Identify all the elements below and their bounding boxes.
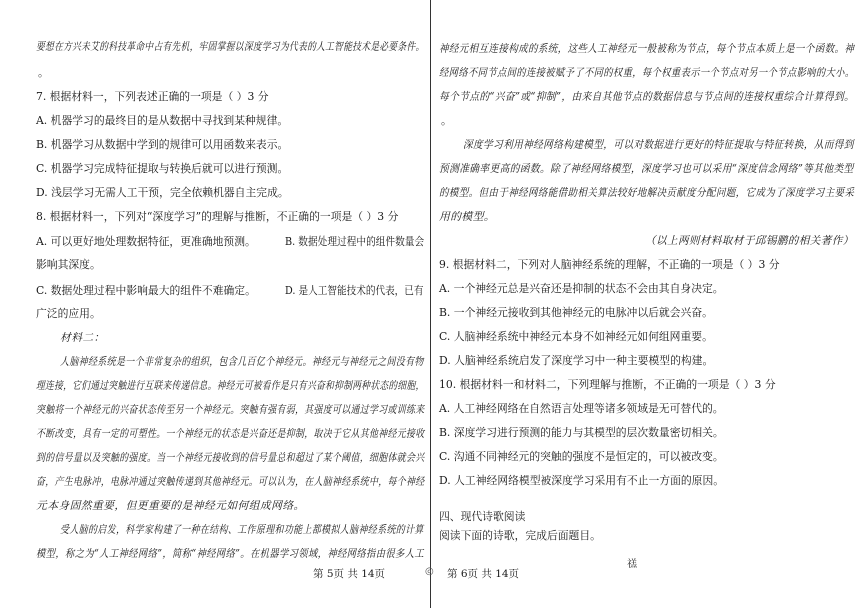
passage-line: 理连接，它们通过突触进行互联来传递信息。神经元可被看作是只有兴奋和抑制两种状态的细胞， [36, 379, 425, 392]
question-7-option-b: B. 机器学习从数据中学到的规律可以用函数来表示。 [36, 138, 289, 151]
question-8-option-d-cont: 广泛的应用。 [36, 307, 101, 320]
source-note: （以上两则材料取材于邱锡鹏的相关著作） [645, 234, 854, 247]
passage-line: 神经元相互连接构成的系统，这些人工神经元一般被称为节点，每个节点本质上是一个函数。神 [439, 42, 855, 55]
question-8-option-c: C. 数据处理过程中影响最大的组件不难确定。 [36, 284, 256, 297]
question-9-option-b: B. 一个神经元接收到其他神经元的电脉冲以后就会兴奋。 [439, 306, 713, 319]
question-10-option-a: A. 人工神经网络在自然语言处理等诸多领域是无可替代的。 [439, 402, 724, 415]
passage-line: 经网络不同节点间的连接被赋予了不同的权重，每个权重表示一个节点对另一个节点影响的大小。 [439, 66, 855, 79]
question-10-option-c: C. 沟通不同神经元的突触的强度不是恒定的，可以被改变。 [439, 450, 724, 463]
page-number-left: 第 5页 共 14页 [313, 568, 386, 580]
passage-line: 要想在方兴未艾的科技革命中占有先机，牢固掌握以深度学习为代表的人工智能技术是必要条件。 [36, 40, 425, 53]
question-7-option-a: A. 机器学习的最终目的是从数据中寻找到某种规律。 [36, 114, 289, 127]
question-7-option-d: D. 浅层学习无需人工干预，完全依赖机器自主完成。 [36, 186, 289, 199]
question-10-option-b: B. 深度学习进行预测的能力与其模型的层次数量密切相关。 [439, 426, 724, 439]
question-8-stem: 8. 根据材料一，下列对“深度学习”的理解与推断，不正确的一项是（ ）3 分 [36, 210, 399, 223]
passage-line: 预测准确率更高的函数。除了神经网络模型，深度学习也可以采用“深度信念网络”等其他类型 [439, 162, 854, 175]
question-9-option-a: A. 一个神经元总是兴奋还是抑制的状态不会由其自身决定。 [439, 282, 724, 295]
passage-line: 模型，称之为“人工神经网络”，简称“神经网络”。在机器学习领域，神经网络指由很多人工 [36, 547, 425, 560]
question-7-option-c: C. 机器学习完成特征提取与转换后就可以进行预测。 [36, 162, 289, 175]
question-10-option-d: D. 人工神经网络模型被深度学习采用有不止一方面的原因。 [439, 474, 725, 487]
passage-line: 受人脑的启发，科学家构建了一种在结构、工作原理和功能上都模拟人脑神经系统的计算 [60, 523, 424, 536]
passage-line: 每个节点的“兴奋”或“抑制”，由来自其他节点的数据信息与节点间的连接权重综合计算得到。 [439, 90, 855, 103]
question-9-option-c: C. 人脑神经系统中神经元本身不如神经元如何组网重要。 [439, 330, 713, 343]
question-10-stem: 10. 根据材料一和材料二，下列理解与推断，不正确的一项是（ ）3 分 [439, 378, 776, 391]
section-instruction: 阅读下面的诗歌，完成后面题目。 [439, 529, 601, 542]
paragraph-mark: 。 [38, 66, 49, 79]
question-7-stem: 7. 根据材料一，下列表述正确的一项是（ ）3 分 [36, 90, 269, 103]
passage-line: 不断改变，具有一定的可塑性。一个神经元的状态是兴奋还是抑制，取决于它从其他神经元接收 [36, 427, 425, 440]
material-2-heading: 材料二： [60, 331, 105, 344]
question-8-option-a: A. 可以更好地处理数据特征，更准确地预测。 [36, 235, 256, 248]
passage-line: 深度学习利用神经网络构建模型，可以对数据进行更好的特征提取与特征转换，从而得到 [463, 138, 854, 151]
question-9-option-d: D. 人脑神经系统启发了深度学习中一种主要模型的构建。 [439, 354, 714, 367]
section-heading: 四、现代诗歌阅读 [439, 510, 526, 523]
binding-mark-icon: ◎ [425, 566, 434, 577]
question-8-option-b-cont: 影响其深度。 [36, 258, 101, 271]
passage-line: 到的信号量以及突触的强度。当一个神经元接收到的信号量总和超过了某个阈值，细胞体就会兴 [36, 451, 425, 464]
passage-line: 元本身固然重要，但更重要的是神经元如何组成网络。 [36, 499, 305, 512]
paragraph-mark: 。 [441, 114, 452, 127]
right-page [430, 0, 860, 608]
passage-line: 人脑神经系统是一个非常复杂的组织，包含几百亿个神经元。神经元与神经元之间没有物 [60, 355, 424, 368]
poem-title-fragment: 禚 [627, 559, 637, 570]
page-number-right: 第 6页 共 14页 [447, 568, 520, 580]
question-8-option-b: B. 数据处理过程中的组件数量会 [285, 235, 425, 248]
passage-line: 的模型。但由于神经网络能借助相关算法较好地解决贡献度分配问题，它成为了深度学习主要采 [439, 186, 855, 199]
passage-line: 奋，产生电脉冲，电脉冲通过突触传递到其他神经元。可以认为，在人脑神经系统中，每个神经 [36, 475, 425, 488]
passage-line: 突触将一个神经元的兴奋状态传至另一个神经元。突触有强有弱，其强度可以通过学习或训练来 [36, 403, 425, 416]
passage-line: 用的模型。 [439, 210, 495, 223]
question-8-option-d: D. 是人工智能技术的代表，已有 [285, 284, 424, 297]
question-9-stem: 9. 根据材料二，下列对人脑神经系统的理解，不正确的一项是（ ）3 分 [439, 258, 780, 271]
